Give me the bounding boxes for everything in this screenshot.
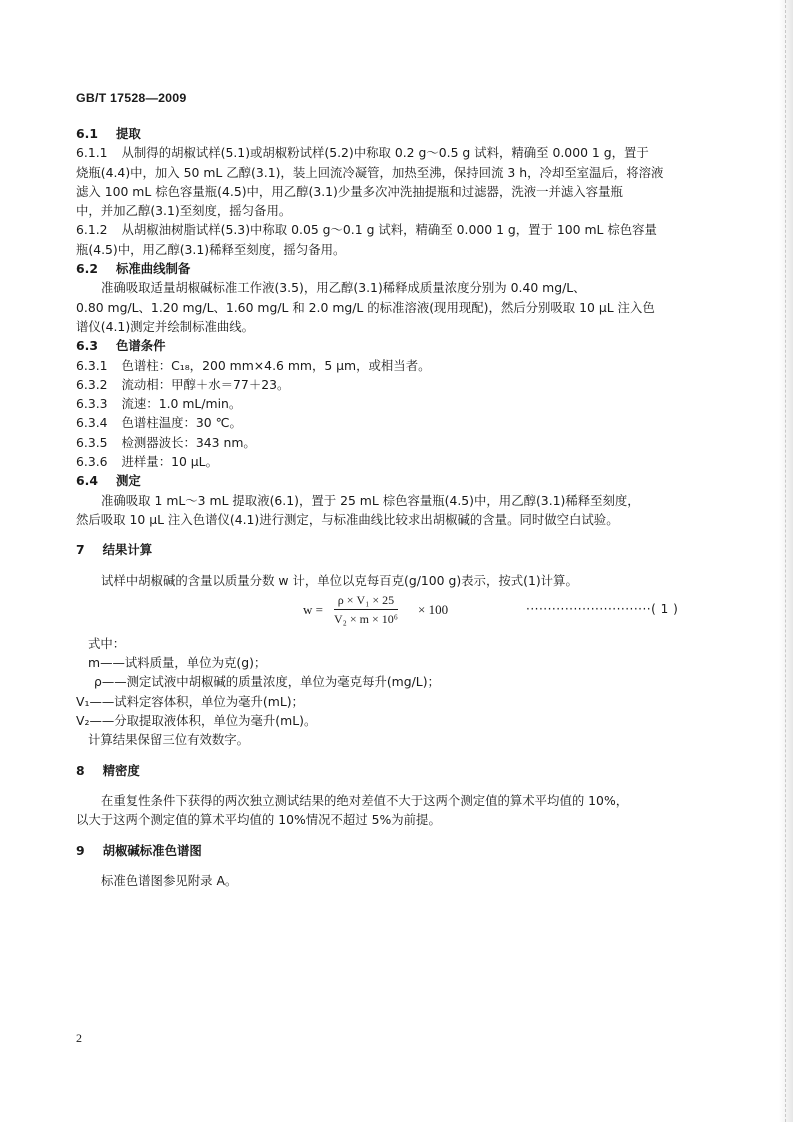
clause-6-3-1: 6.3.1 色谱柱：C₁₈，200 mm×4.6 mm，5 μm，或相当者。 — [76, 357, 431, 373]
result-note: 计算结果保留三位有效数字。 — [88, 732, 250, 748]
page-number: 2 — [76, 1031, 82, 1045]
where-label: 式中： — [88, 635, 126, 651]
where-item: V₁——试料定容体积，单位为毫升(mL)； — [76, 693, 304, 709]
formula-denominator: V₂ × m × 10⁶ — [334, 611, 398, 626]
section-heading-7: 7 结果计算 — [76, 542, 153, 558]
page-edge-shadow — [779, 0, 793, 1122]
clause-6-1-1-line: 烧瓶(4.4)中，加入 50 mL 乙醇(3.1)，装上回流冷凝管，加热至沸，保持回流 3 h，冷却至室温后，将溶液 — [76, 164, 664, 180]
clause-6-3-5: 6.3.5 检测器波长：343 nm。 — [76, 434, 256, 450]
clause-6-2-line: 准确吸取适量胡椒碱标准工作液(3.5)，用乙醇(3.1)稀释成质量浓度分别为 0.40 mg/L、 — [101, 280, 586, 296]
formula-rhs: × 100 — [418, 601, 449, 617]
clause-6-3-2: 6.3.2 流动相：甲醇＋水＝77＋23。 — [76, 376, 290, 392]
precision-line: 在重复性条件下获得的两次独立测试结果的绝对差值不大于这两个测定值的算术平均值的 10%， — [101, 792, 629, 808]
clause-6-3-6: 6.3.6 进样量：10 μL。 — [76, 454, 218, 470]
formula-1 — [76, 592, 690, 632]
formula-number: ·····························( 1 ) — [526, 601, 679, 616]
formula-numerator: ρ × V₁ × 25 — [334, 592, 398, 610]
clause-6-2-line: 谱仪(4.1)测定并绘制标准曲线。 — [76, 318, 255, 334]
formula-fraction — [334, 592, 398, 628]
clause-6-1-1-line: 中，并加乙醇(3.1)至刻度，摇匀备用。 — [76, 203, 292, 219]
clause-6-2-line: 0.80 mg/L、1.20 mg/L、1.60 mg/L 和 2.0 mg/L 的标准溶液(现用现配)，然后分别吸取 10 μL 注入色 — [76, 299, 655, 315]
standard-number-header: GB/T 17528—2009 — [76, 91, 187, 105]
section-heading-6-3: 6.3 色谱条件 — [76, 338, 166, 354]
where-item: V₂——分取提取液体积，单位为毫升(mL)。 — [76, 713, 317, 729]
formula-lhs: w = — [303, 601, 323, 617]
section-heading-8: 8 精密度 — [76, 762, 140, 778]
document-body — [76, 124, 690, 890]
result-intro: 试样中胡椒碱的含量以质量分数 w 计，单位以克每百克(g/100 g)表示，按式(1)计算。 — [101, 572, 578, 588]
clause-6-1-2-line: 6.1.2 从胡椒油树脂试样(5.3)中称取 0.05 g～0.1 g 试料，精确至 0.000 1 g，置于 100 mL 棕色容量 — [76, 222, 657, 238]
clause-6-3-4: 6.3.4 色谱柱温度：30 ℃。 — [76, 415, 242, 431]
chromatogram-reference: 标准色谱图参见附录 A。 — [101, 872, 238, 888]
clause-6-1-1-line: 6.1.1 从制得的胡椒试样(5.1)或胡椒粉试样(5.2)中称取 0.2 g～0.5 g 试料，精确至 0.000 1 g，置于 — [76, 145, 649, 161]
where-item: ρ——测定试液中胡椒碱的质量浓度，单位为毫克每升(mg/L)； — [94, 674, 440, 690]
section-heading-6-1: 6.1 提取 — [76, 126, 141, 141]
section-heading-6-4: 6.4 测定 — [76, 473, 141, 489]
clause-6-3-3: 6.3.3 流速：1.0 mL/min。 — [76, 396, 242, 412]
clause-6-4-line: 然后吸取 10 μL 注入色谱仪(4.1)进行测定，与标准曲线比较求出胡椒碱的含量。同时做空白试验。 — [76, 511, 619, 527]
section-heading-6-2: 6.2 标准曲线制备 — [76, 261, 191, 277]
precision-line: 以大于这两个测定值的算术平均值的 10%情况不超过 5%为前提。 — [76, 812, 441, 828]
where-item: m——试料质量，单位为克(g)； — [88, 655, 267, 671]
section-heading-9: 9 胡椒碱标准色谱图 — [76, 842, 202, 858]
clause-6-1-1-line: 滤入 100 mL 棕色容量瓶(4.5)中，用乙醇(3.1)少量多次冲洗抽提瓶和过滤器，洗液一并滤入容量瓶 — [76, 183, 623, 199]
clause-6-1-2-line: 瓶(4.5)中，用乙醇(3.1)稀释至刻度，摇匀备用。 — [76, 241, 346, 257]
clause-6-4-line: 准确吸取 1 mL～3 mL 提取液(6.1)，置于 25 mL 棕色容量瓶(4.5)中，用乙醇(3.1)稀释至刻度， — [101, 492, 640, 508]
